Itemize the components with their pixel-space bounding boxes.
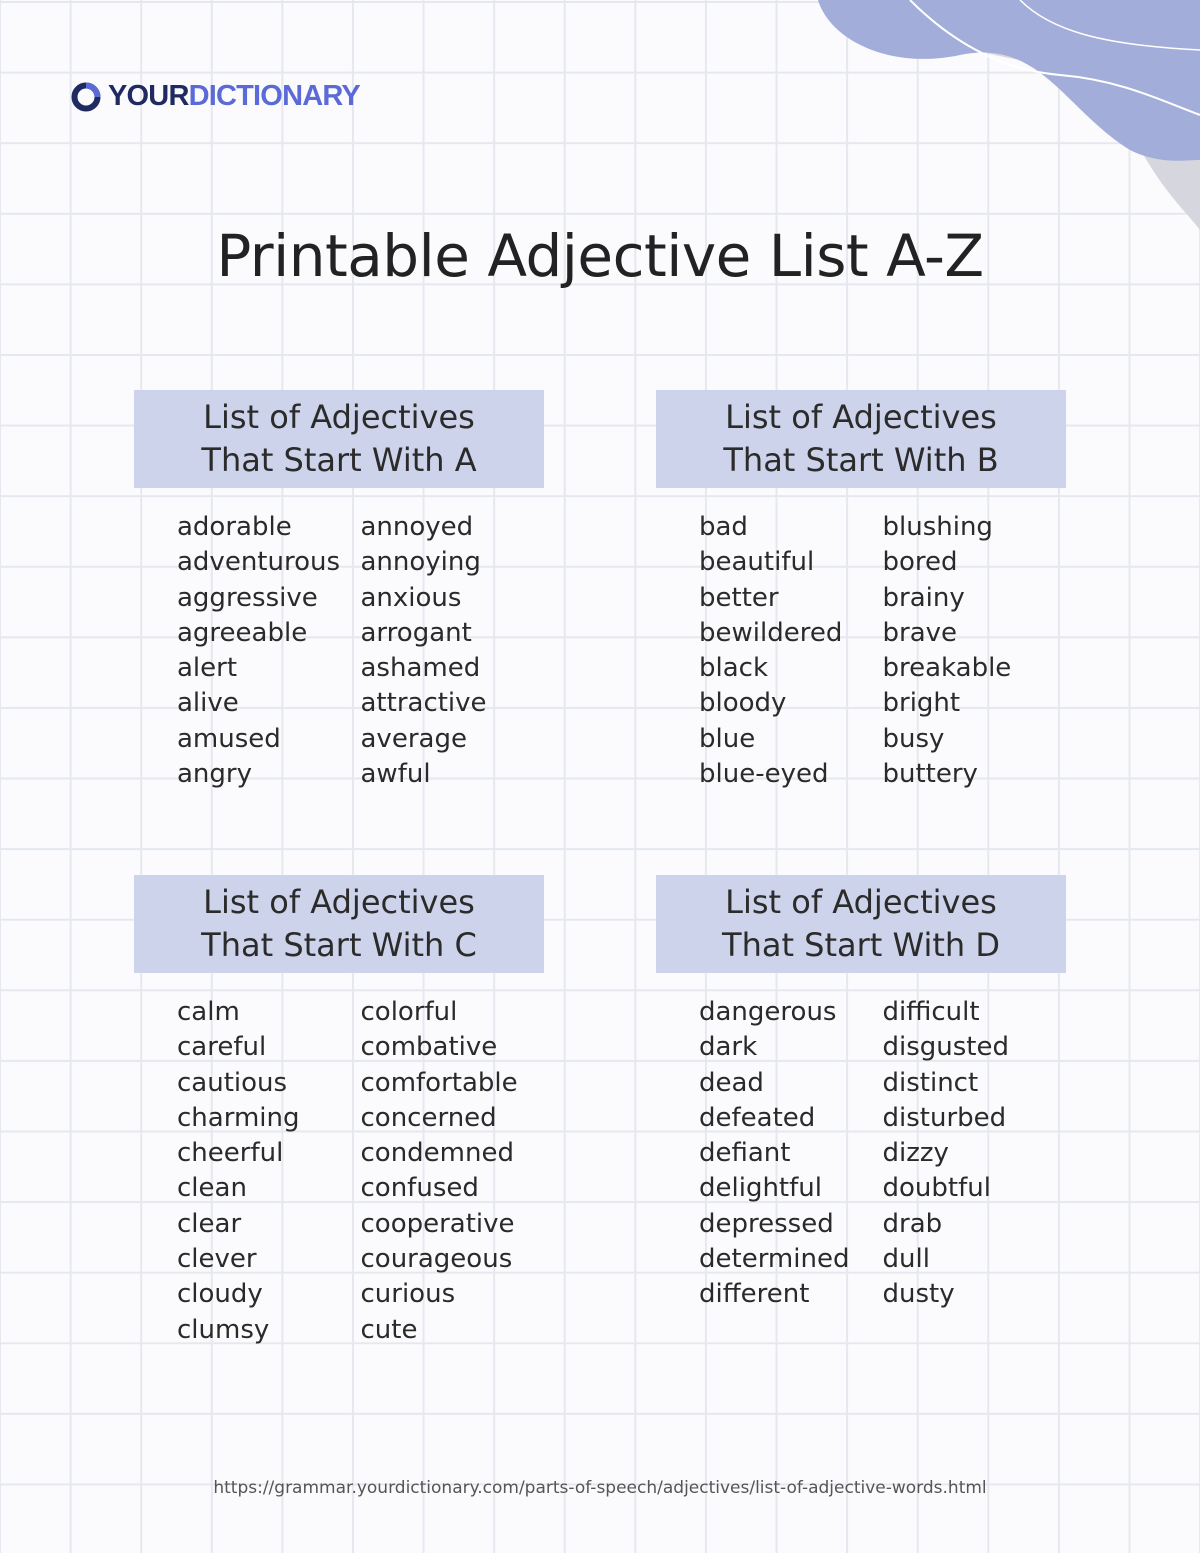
adjective-word: clumsy <box>177 1314 270 1345</box>
logo-text-your: YOUR <box>108 80 189 112</box>
word-column-right <box>883 995 1067 1313</box>
adjective-word: dangerous <box>699 997 837 1027</box>
adjective-word: dizzy <box>882 1138 949 1169</box>
adjective-word: blue <box>699 723 756 754</box>
adjective-word: combative <box>360 1032 498 1063</box>
section-b <box>656 390 1066 792</box>
section-header <box>656 390 1066 488</box>
adjective-word: doubtful <box>882 1173 991 1204</box>
section-header-line1: List of Adjectives <box>725 883 997 921</box>
adjective-word: angry <box>177 759 252 790</box>
section-header-line1: List of Adjectives <box>203 883 475 921</box>
decorative-wave-shape <box>800 0 1200 240</box>
adjective-word: different <box>699 1279 810 1310</box>
section-header <box>134 390 544 488</box>
page-title: Printable Adjective List A-Z <box>216 222 984 290</box>
adjective-word: bored <box>882 547 958 578</box>
adjective-word: clever <box>177 1244 257 1275</box>
adjective-word: disturbed <box>882 1102 1007 1133</box>
adjective-word: disgusted <box>882 1032 1009 1063</box>
yourdictionary-logo[interactable] <box>70 80 360 113</box>
adjective-word: delightful <box>699 1173 822 1204</box>
section-header-line1: List of Adjectives <box>725 398 997 436</box>
adjective-word: distinct <box>882 1067 979 1098</box>
word-column-right <box>361 510 545 792</box>
word-column-left <box>177 995 361 1348</box>
adjective-word: clean <box>177 1173 247 1204</box>
adjective-word: alive <box>177 688 239 719</box>
adjective-word: anxious <box>360 582 462 613</box>
word-column-left <box>699 510 883 792</box>
section-header-line2: That Start With D <box>722 926 1000 964</box>
adjective-word: blue-eyed <box>699 759 829 790</box>
adjective-word: breakable <box>882 653 1012 684</box>
section-header-line2: That Start With B <box>723 441 999 479</box>
adjective-word: aggressive <box>177 582 318 613</box>
adjective-word: annoyed <box>360 512 474 542</box>
word-column-left <box>177 510 361 792</box>
source-url-link[interactable]: https://grammar.yourdictionary.com/parts-of-speech/adjectives/list-of-adjective-words.html <box>213 1478 987 1498</box>
adjective-word: annoying <box>360 547 481 578</box>
adjective-word: black <box>699 653 769 684</box>
section-header-line2: That Start With A <box>201 441 477 479</box>
adjective-word: beautiful <box>699 547 815 578</box>
adjective-word: charming <box>177 1102 300 1133</box>
adjective-word: careful <box>177 1032 267 1063</box>
section-header-line2: That Start With C <box>201 926 477 964</box>
word-column-right <box>361 995 545 1348</box>
adjective-word: bloody <box>699 688 787 719</box>
logo-ring-icon <box>70 81 102 113</box>
word-column-left <box>699 995 883 1313</box>
adjective-word: comfortable <box>360 1067 518 1098</box>
adjective-word: dark <box>699 1032 758 1063</box>
adjective-word: amused <box>177 723 281 754</box>
adjective-word: blushing <box>882 512 993 542</box>
adjective-word: bewildered <box>699 617 843 648</box>
adjective-word: ashamed <box>360 653 481 684</box>
adjective-word: courageous <box>360 1244 513 1275</box>
adjective-word: bad <box>699 512 748 542</box>
logo-wordmark <box>108 80 360 113</box>
adjective-word: better <box>699 582 779 613</box>
adjective-word: calm <box>177 997 240 1027</box>
adjective-word: confused <box>360 1173 479 1204</box>
adjective-word: brainy <box>882 582 965 613</box>
adjective-word: drab <box>882 1208 943 1239</box>
adjective-word: depressed <box>699 1208 834 1239</box>
section-d <box>656 875 1066 1313</box>
adjective-word: attractive <box>360 688 487 719</box>
adjective-word: dead <box>699 1067 764 1098</box>
adjective-word: dusty <box>882 1279 955 1310</box>
adjective-word: busy <box>882 723 945 754</box>
adjective-word: dull <box>882 1244 930 1275</box>
adjective-word: cheerful <box>177 1138 284 1169</box>
adjective-word: adventurous <box>177 547 341 578</box>
adjective-word: arrogant <box>360 617 472 648</box>
section-c <box>134 875 544 1348</box>
section-header <box>656 875 1066 973</box>
adjective-word: colorful <box>360 997 458 1027</box>
adjective-word: agreeable <box>177 617 308 648</box>
adjective-word: brave <box>882 617 958 648</box>
section-header <box>134 875 544 973</box>
adjective-word: buttery <box>882 759 978 790</box>
adjective-word: adorable <box>177 512 292 542</box>
adjective-word: defiant <box>699 1138 791 1169</box>
adjective-word: cooperative <box>360 1208 515 1239</box>
adjective-word: cautious <box>177 1067 288 1098</box>
adjective-word: defeated <box>699 1102 816 1133</box>
adjective-word: bright <box>882 688 961 719</box>
adjective-word: condemned <box>360 1138 514 1169</box>
adjective-word: curious <box>360 1279 456 1310</box>
adjective-word: cloudy <box>177 1279 263 1310</box>
adjective-word: clear <box>177 1208 242 1239</box>
logo-text-dictionary: DICTIONARY <box>188 80 360 112</box>
adjective-word: difficult <box>882 997 980 1027</box>
adjective-word: awful <box>360 759 431 790</box>
section-a <box>134 390 544 792</box>
adjective-word: average <box>360 723 467 754</box>
adjective-word: determined <box>699 1244 850 1275</box>
adjective-word: cute <box>360 1314 418 1345</box>
adjective-word: concerned <box>360 1102 497 1133</box>
section-header-line1: List of Adjectives <box>203 398 475 436</box>
adjective-word: alert <box>177 653 238 684</box>
word-column-right <box>883 510 1067 792</box>
